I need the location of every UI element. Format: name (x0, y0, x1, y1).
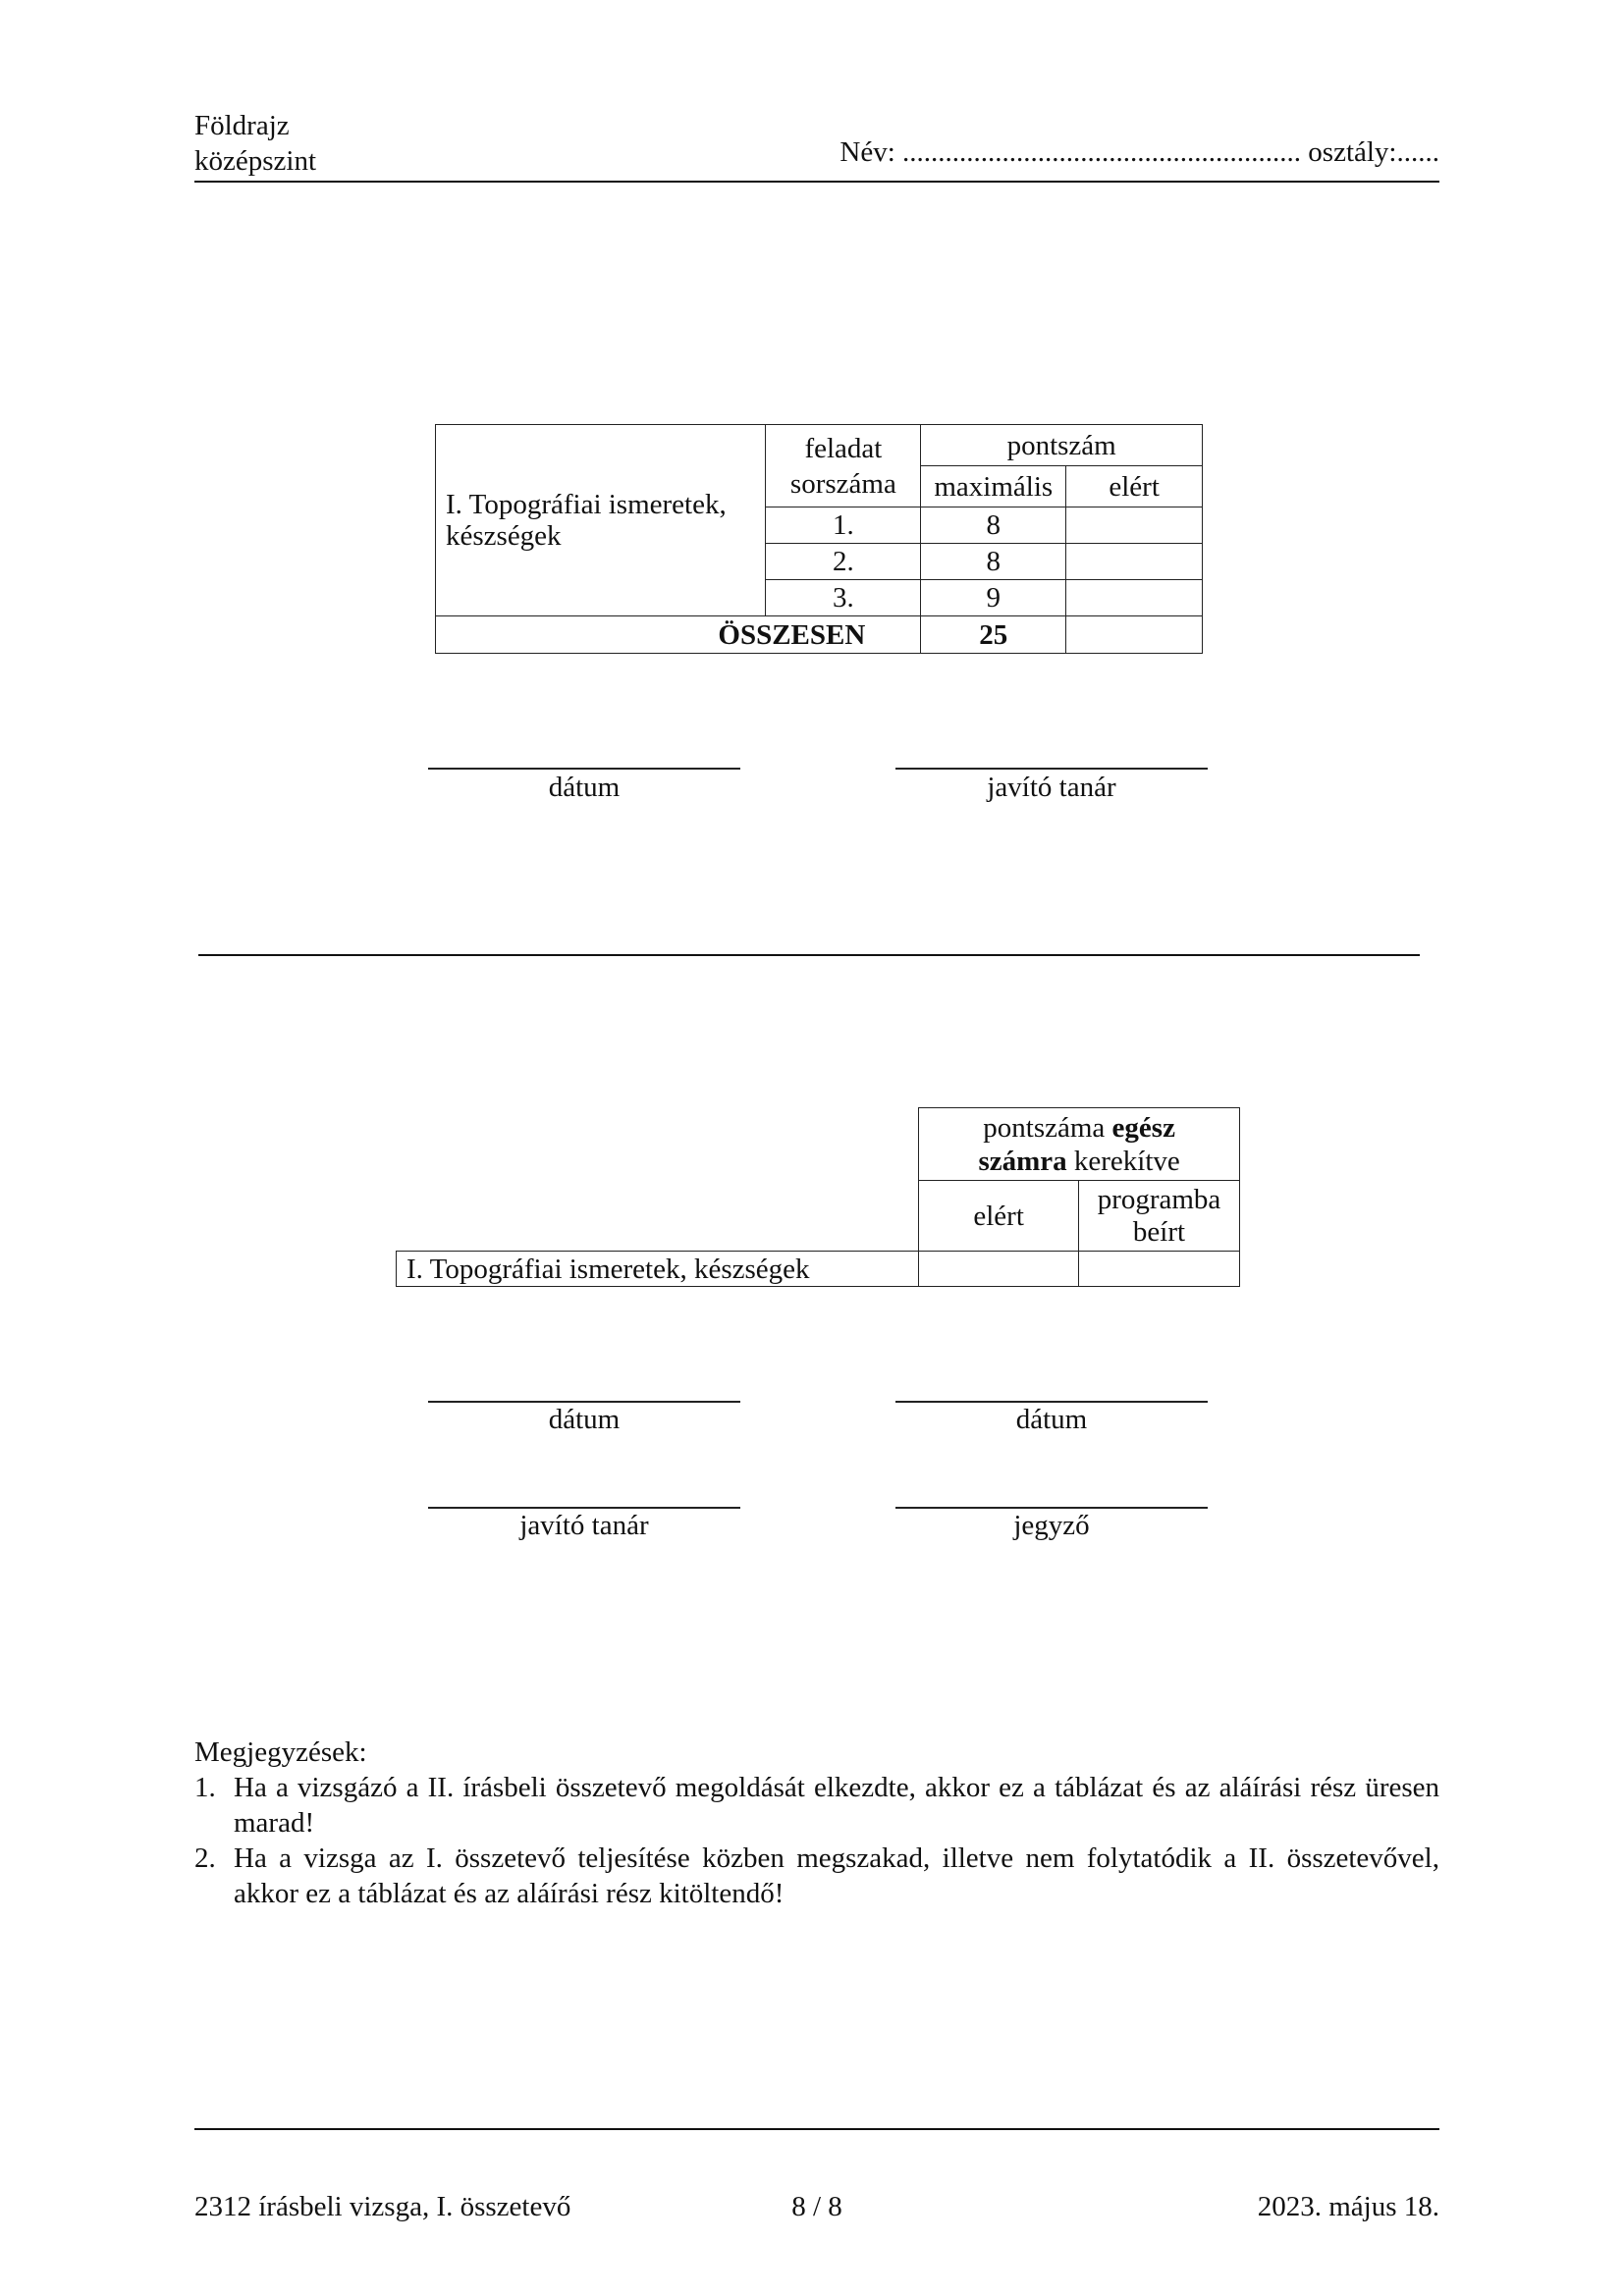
achieved-cell[interactable] (919, 1252, 1079, 1287)
task-number: 2. (766, 544, 921, 580)
footer-date: 2023. május 18. (1257, 2191, 1439, 2222)
task-number: 1. (766, 507, 921, 544)
empty-corner (397, 1108, 919, 1181)
max-points: 9 (921, 580, 1066, 616)
page-number: 8 / 8 (791, 2191, 842, 2222)
section-label-cell (436, 425, 766, 616)
total-max-points: 25 (921, 616, 1066, 654)
notary-label: jegyző (1013, 1510, 1090, 1541)
total-achieved-cell[interactable] (1066, 616, 1203, 654)
level-label: középszint (194, 145, 317, 177)
section-separator (198, 954, 1420, 956)
section-label: I. Topográfiai ismeretek, készségek (446, 489, 727, 552)
date-signature-line (428, 1401, 740, 1403)
entered-header: programba beírt (1079, 1181, 1240, 1252)
task-number: 3. (766, 580, 921, 616)
section-row-label: I. Topográfiai ismeretek, készségek (397, 1252, 919, 1287)
teacher-signature-line (428, 1507, 740, 1509)
empty-corner-lower (397, 1181, 919, 1252)
subject-label: Földrajz (194, 110, 290, 141)
achieved-points-cell[interactable] (1066, 544, 1203, 580)
score-table-1 (435, 424, 1203, 654)
header-subject (194, 108, 316, 179)
date-label: dátum (1015, 1404, 1088, 1435)
note-text: Ha a vizsgázó a II. írásbeli összetevő megoldását elkezdte, akkor ez a táblázat és az aláírási rész üresen marad! (234, 1772, 1439, 1839)
notary-signature-line (895, 1507, 1208, 1509)
achieved-points-cell[interactable] (1066, 507, 1203, 544)
notes-section (194, 1735, 1439, 1911)
date-label: dátum (548, 1404, 621, 1435)
note-number: 1. (194, 1772, 216, 1803)
date-signature-line (428, 768, 740, 770)
max-points: 8 (921, 507, 1066, 544)
points-header: pontszám (921, 425, 1203, 466)
note-number: 2. (194, 1842, 216, 1874)
task-number-header: feladat sorszáma (766, 425, 921, 507)
score-table-2 (396, 1107, 1240, 1287)
date-signature-line (895, 1401, 1208, 1403)
rounded-points-header: pontszáma egész számra kerekítve (919, 1108, 1240, 1181)
footer-exam-label: 2312 írásbeli vizsga, I. összetevő (194, 2191, 571, 2222)
teacher-signature-line (895, 768, 1208, 770)
header-rule (194, 181, 1439, 183)
achieved-points-header: elért (1066, 466, 1203, 507)
note-text: Ha a vizsga az I. összetevő teljesítése közben megszakad, illetve nem folytatódik a II. összetevővel, akkor ez a táblázat és az aláírási rész kitöltendő! (234, 1842, 1439, 1909)
teacher-label: javító tanár (987, 772, 1116, 803)
achieved-points-cell[interactable] (1066, 580, 1203, 616)
notes-title: Megjegyzések: (194, 1736, 367, 1768)
footer-rule (194, 2128, 1439, 2130)
max-points-header: maximális (921, 466, 1066, 507)
teacher-label: javító tanár (519, 1510, 649, 1541)
entered-cell[interactable] (1079, 1252, 1240, 1287)
note-item (194, 1841, 1439, 1911)
note-item (194, 1770, 1439, 1841)
max-points: 8 (921, 544, 1066, 580)
total-label: ÖSSZESEN (436, 616, 921, 654)
date-label: dátum (548, 772, 621, 803)
achieved-header: elért (919, 1181, 1079, 1252)
name-class-field: Név: ........................................................ osztály:...... (839, 136, 1439, 168)
